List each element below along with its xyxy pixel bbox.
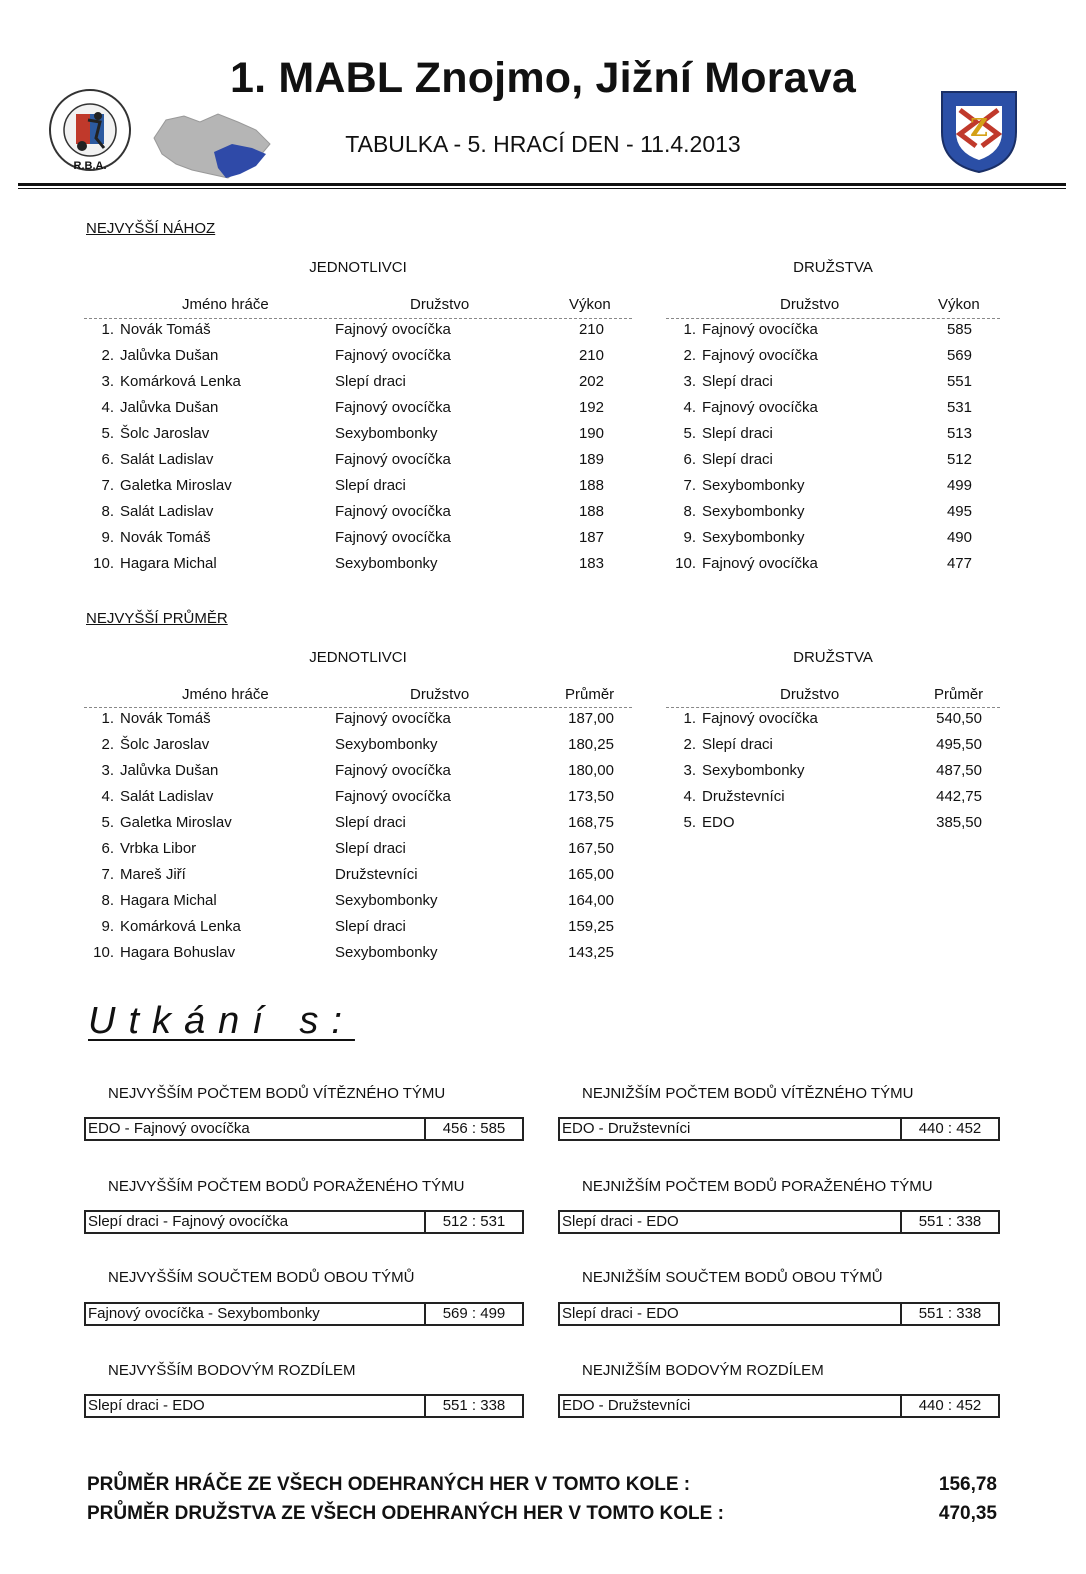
table-row [84,525,632,551]
table-row [666,706,1000,732]
value: 183 [578,555,604,572]
team-name: Fajnový ovocíčka [702,555,818,572]
match-heading: NEJVYŠŠÍM BODOVÝM ROZDÍLEM [108,1362,356,1379]
table-row [84,810,632,836]
player-name: Hagara Michal [120,892,217,909]
col-header-name: Jméno hráče [182,296,269,313]
match-score: 440 : 452 [918,1120,982,1137]
player-name: Komárková Lenka [120,373,241,390]
value: 442,75 [936,788,982,805]
team-name: Sexybombonky [335,736,438,753]
team-name: Sexybombonky [702,529,805,546]
rank: 10. [93,555,114,572]
team-name: Fajnový ovocíčka [335,710,451,727]
rank: 9. [683,529,696,546]
value: 180,00 [568,762,614,779]
match-teams: Slepí draci - Fajnový ovocíčka [86,1212,426,1232]
rank: 10. [93,944,114,961]
matches-title: Utkání s: [88,1000,355,1042]
value: 202 [578,373,604,390]
table-row [666,395,1000,421]
value: 187,00 [568,710,614,727]
value: 385,50 [936,814,982,831]
value: 540,50 [936,710,982,727]
player-name: Galetka Miroslav [120,477,232,494]
match-heading: NEJVYŠŠÍM SOUČTEM BODŮ OBOU TÝMŮ [108,1269,415,1286]
match-teams: Slepí draci - EDO [560,1304,902,1324]
match-heading: NEJNIŽŠÍM BODOVÝM ROZDÍLEM [582,1362,824,1379]
match-heading: NEJVYŠŠÍM POČTEM BODŮ VÍTĚZNÉHO TÝMU [108,1085,446,1102]
table-row [666,421,1000,447]
col-header-team: Družstvo [780,296,840,313]
player-name: Hagara Michal [120,555,217,572]
page-title: 1. MABL Znojmo, Jižní Morava [230,54,856,102]
rank: 4. [101,788,114,805]
team-name: Fajnový ovocíčka [702,399,818,416]
team-name: Sexybombonky [335,944,438,961]
match-heading: NEJNIŽŠÍM SOUČTEM BODŮ OBOU TÝMŮ [582,1269,883,1286]
match-box [84,1394,524,1418]
match-teams: EDO - Družstevníci [560,1119,902,1139]
match-box [558,1117,1000,1141]
table-row [666,784,1000,810]
value: 190 [578,425,604,442]
value: 487,50 [936,762,982,779]
match-box [84,1210,524,1234]
team-name: Slepí draci [702,451,773,468]
coat-of-arms-icon [936,88,1022,174]
match-teams: Fajnový ovocíčka - Sexybombonky [86,1304,426,1324]
table-row [666,732,1000,758]
rank: 6. [101,840,114,857]
value: 512 [946,451,972,468]
team-name: Fajnový ovocíčka [702,321,818,338]
rank: 1. [683,710,696,727]
match-teams: Slepí draci - EDO [86,1396,426,1416]
table-row [84,732,632,758]
table-row [666,343,1000,369]
value: 164,00 [568,892,614,909]
team-name: Slepí draci [335,477,406,494]
value: 531 [946,399,972,416]
table-row [84,447,632,473]
table-row [84,343,632,369]
value: 189 [578,451,604,468]
match-score: 569 : 499 [442,1305,506,1322]
match-box [558,1394,1000,1418]
match-score: 440 : 452 [918,1397,982,1414]
player-name: Vrbka Libor [120,840,197,857]
player-name: Jalůvka Dušan [120,762,219,779]
value: 210 [578,321,604,338]
rank: 4. [683,788,696,805]
team-name: Fajnový ovocíčka [335,321,451,338]
rank: 6. [101,451,114,468]
match-heading: NEJVYŠŠÍM POČTEM BODŮ PORAŽENÉHO TÝMU [108,1178,465,1195]
table-row [84,395,632,421]
table-row [666,525,1000,551]
page-subtitle: TABULKA - 5. HRACÍ DEN - 11.4.2013 [345,131,741,157]
rank: 7. [683,477,696,494]
value: 490 [946,529,972,546]
match-teams: EDO - Družstevníci [560,1396,902,1416]
rank: 9. [101,529,114,546]
player-name: Novák Tomáš [120,529,211,546]
rank: 1. [101,321,114,338]
table-row [666,499,1000,525]
rank: 2. [101,736,114,753]
average-individuals-table [84,706,632,966]
player-name: Jalůvka Dušan [120,399,219,416]
team-name: Sexybombonky [335,425,438,442]
value: 551 [946,373,972,390]
table-row [666,810,1000,836]
team-name: Fajnový ovocíčka [702,710,818,727]
player-name: Šolc Jaroslav [120,425,210,442]
throw-teams-table [666,317,1000,577]
header-rule-thin [18,188,1066,189]
individuals-title: JEDNOTLIVCI [309,259,407,276]
value: 495 [946,503,972,520]
table-row [666,551,1000,577]
team-name: Sexybombonky [702,477,805,494]
player-name: Salát Ladislav [120,503,214,520]
throw-individuals-table [84,317,632,577]
col-header-team: Družstvo [410,686,470,703]
value: 569 [946,347,972,364]
table-row [84,499,632,525]
rank: 4. [683,399,696,416]
col-header-team: Družstvo [780,686,840,703]
team-name: Slepí draci [702,373,773,390]
rank: 2. [683,736,696,753]
rank: 3. [683,373,696,390]
teams-title: DRUŽSTVA [793,259,873,276]
team-name: EDO [702,814,735,831]
individuals-title: JEDNOTLIVCI [309,649,407,666]
player-name: Novák Tomáš [120,710,211,727]
svg-text:Z: Z [970,113,988,142]
table-row [666,369,1000,395]
match-box [84,1302,524,1326]
player-name: Salát Ladislav [120,451,214,468]
match-heading: NEJNIŽŠÍM POČTEM BODŮ PORAŽENÉHO TÝMU [582,1178,933,1195]
value: 173,50 [568,788,614,805]
rank: 1. [101,710,114,727]
team-name: Sexybombonky [702,762,805,779]
value: 188 [578,503,604,520]
col-header-value: Průměr [565,686,615,703]
player-average-value: 156,78 [938,1474,997,1495]
table-row [84,369,632,395]
section-highest-throw-title: NEJVYŠŠÍ NÁHOZ [86,220,216,237]
player-name: Salát Ladislav [120,788,214,805]
value: 495,50 [936,736,982,753]
rank: 5. [101,814,114,831]
team-name: Fajnový ovocíčka [335,503,451,520]
value: 477 [946,555,972,572]
header-rule-thick [18,183,1066,186]
rank: 8. [683,503,696,520]
col-header-value: Výkon [569,296,611,313]
match-heading: NEJNIŽŠÍM POČTEM BODŮ VÍTĚZNÉHO TÝMU [582,1085,914,1102]
player-name: Hagara Bohuslav [120,944,236,961]
team-name: Slepí draci [702,425,773,442]
value: 159,25 [568,918,614,935]
table-row [84,551,632,577]
table-row [666,758,1000,784]
team-average-value: 470,35 [938,1503,997,1524]
team-name: Fajnový ovocíčka [335,451,451,468]
table-row [84,940,632,966]
match-box [84,1117,524,1141]
player-name: Novák Tomáš [120,321,211,338]
rank: 5. [683,425,696,442]
table-row [84,317,632,343]
team-name: Fajnový ovocíčka [335,762,451,779]
team-name: Slepí draci [335,918,406,935]
table-row [84,758,632,784]
match-teams: EDO - Fajnový ovocíčka [86,1119,426,1139]
rank: 5. [101,425,114,442]
value: 143,25 [568,944,614,961]
rank: 8. [101,892,114,909]
rank: 3. [101,373,114,390]
value: 192 [578,399,604,416]
player-name: Mareš Jiří [120,866,186,883]
col-header-team: Družstvo [410,296,470,313]
value: 165,00 [568,866,614,883]
rank: 7. [101,477,114,494]
value: 499 [946,477,972,494]
match-teams: Slepí draci - EDO [560,1212,902,1232]
rank: 2. [101,347,114,364]
value: 585 [946,321,972,338]
value: 513 [946,425,972,442]
value: 210 [578,347,604,364]
team-name: Slepí draci [335,840,406,857]
logo-text: R.B.A. [73,160,107,172]
match-box [558,1302,1000,1326]
team-name: Fajnový ovocíčka [702,347,818,364]
table-row [84,473,632,499]
table-row [84,706,632,732]
col-header-value: Průměr [934,686,984,703]
match-score: 551 : 338 [918,1213,982,1230]
table-row [84,784,632,810]
rank: 6. [683,451,696,468]
table-row [84,421,632,447]
team-name: Slepí draci [702,736,773,753]
team-name: Slepí draci [335,814,406,831]
table-row [84,914,632,940]
table-row [666,317,1000,343]
match-score: 512 : 531 [442,1213,506,1230]
table-row [84,862,632,888]
team-name: Družstevníci [702,788,785,805]
team-name: Fajnový ovocíčka [335,399,451,416]
match-score: 551 : 338 [918,1305,982,1322]
team-name: Sexybombonky [702,503,805,520]
player-average-label: PRŮMĚR HRÁČE ZE VŠECH ODEHRANÝCH HER V TOMTO KOLE : [87,1474,691,1495]
rank: 7. [101,866,114,883]
match-box [558,1210,1000,1234]
match-score: 456 : 585 [442,1120,506,1137]
section-highest-average-title: NEJVYŠŠÍ PRŮMĚR [86,610,228,627]
value: 167,50 [568,840,614,857]
team-name: Družstevníci [335,866,418,883]
team-name: Fajnový ovocíčka [335,788,451,805]
team-name: Sexybombonky [335,892,438,909]
col-header-name: Jméno hráče [182,686,269,703]
table-row [84,888,632,914]
average-teams-table [666,706,1000,836]
team-name: Slepí draci [335,373,406,390]
teams-title: DRUŽSTVA [793,649,873,666]
team-average-label: PRŮMĚR DRUŽSTVA ZE VŠECH ODEHRANÝCH HER V TOMTO KOLE : [87,1503,724,1524]
col-header-value: Výkon [938,296,980,313]
match-score: 551 : 338 [442,1397,506,1414]
rank: 2. [683,347,696,364]
player-name: Jalůvka Dušan [120,347,219,364]
rank: 9. [101,918,114,935]
table-row [666,447,1000,473]
player-name: Galetka Miroslav [120,814,232,831]
team-name: Fajnový ovocíčka [335,347,451,364]
value: 187 [578,529,604,546]
table-row [666,473,1000,499]
rank: 3. [101,762,114,779]
rank: 8. [101,503,114,520]
table-row [84,836,632,862]
team-name: Fajnový ovocíčka [335,529,451,546]
rank: 3. [683,762,696,779]
value: 168,75 [568,814,614,831]
rank: 10. [675,555,696,572]
value: 188 [578,477,604,494]
rank: 1. [683,321,696,338]
player-name: Komárková Lenka [120,918,241,935]
rank: 4. [101,399,114,416]
rank: 5. [683,814,696,831]
value: 180,25 [568,736,614,753]
team-name: Sexybombonky [335,555,438,572]
player-name: Šolc Jaroslav [120,736,210,753]
